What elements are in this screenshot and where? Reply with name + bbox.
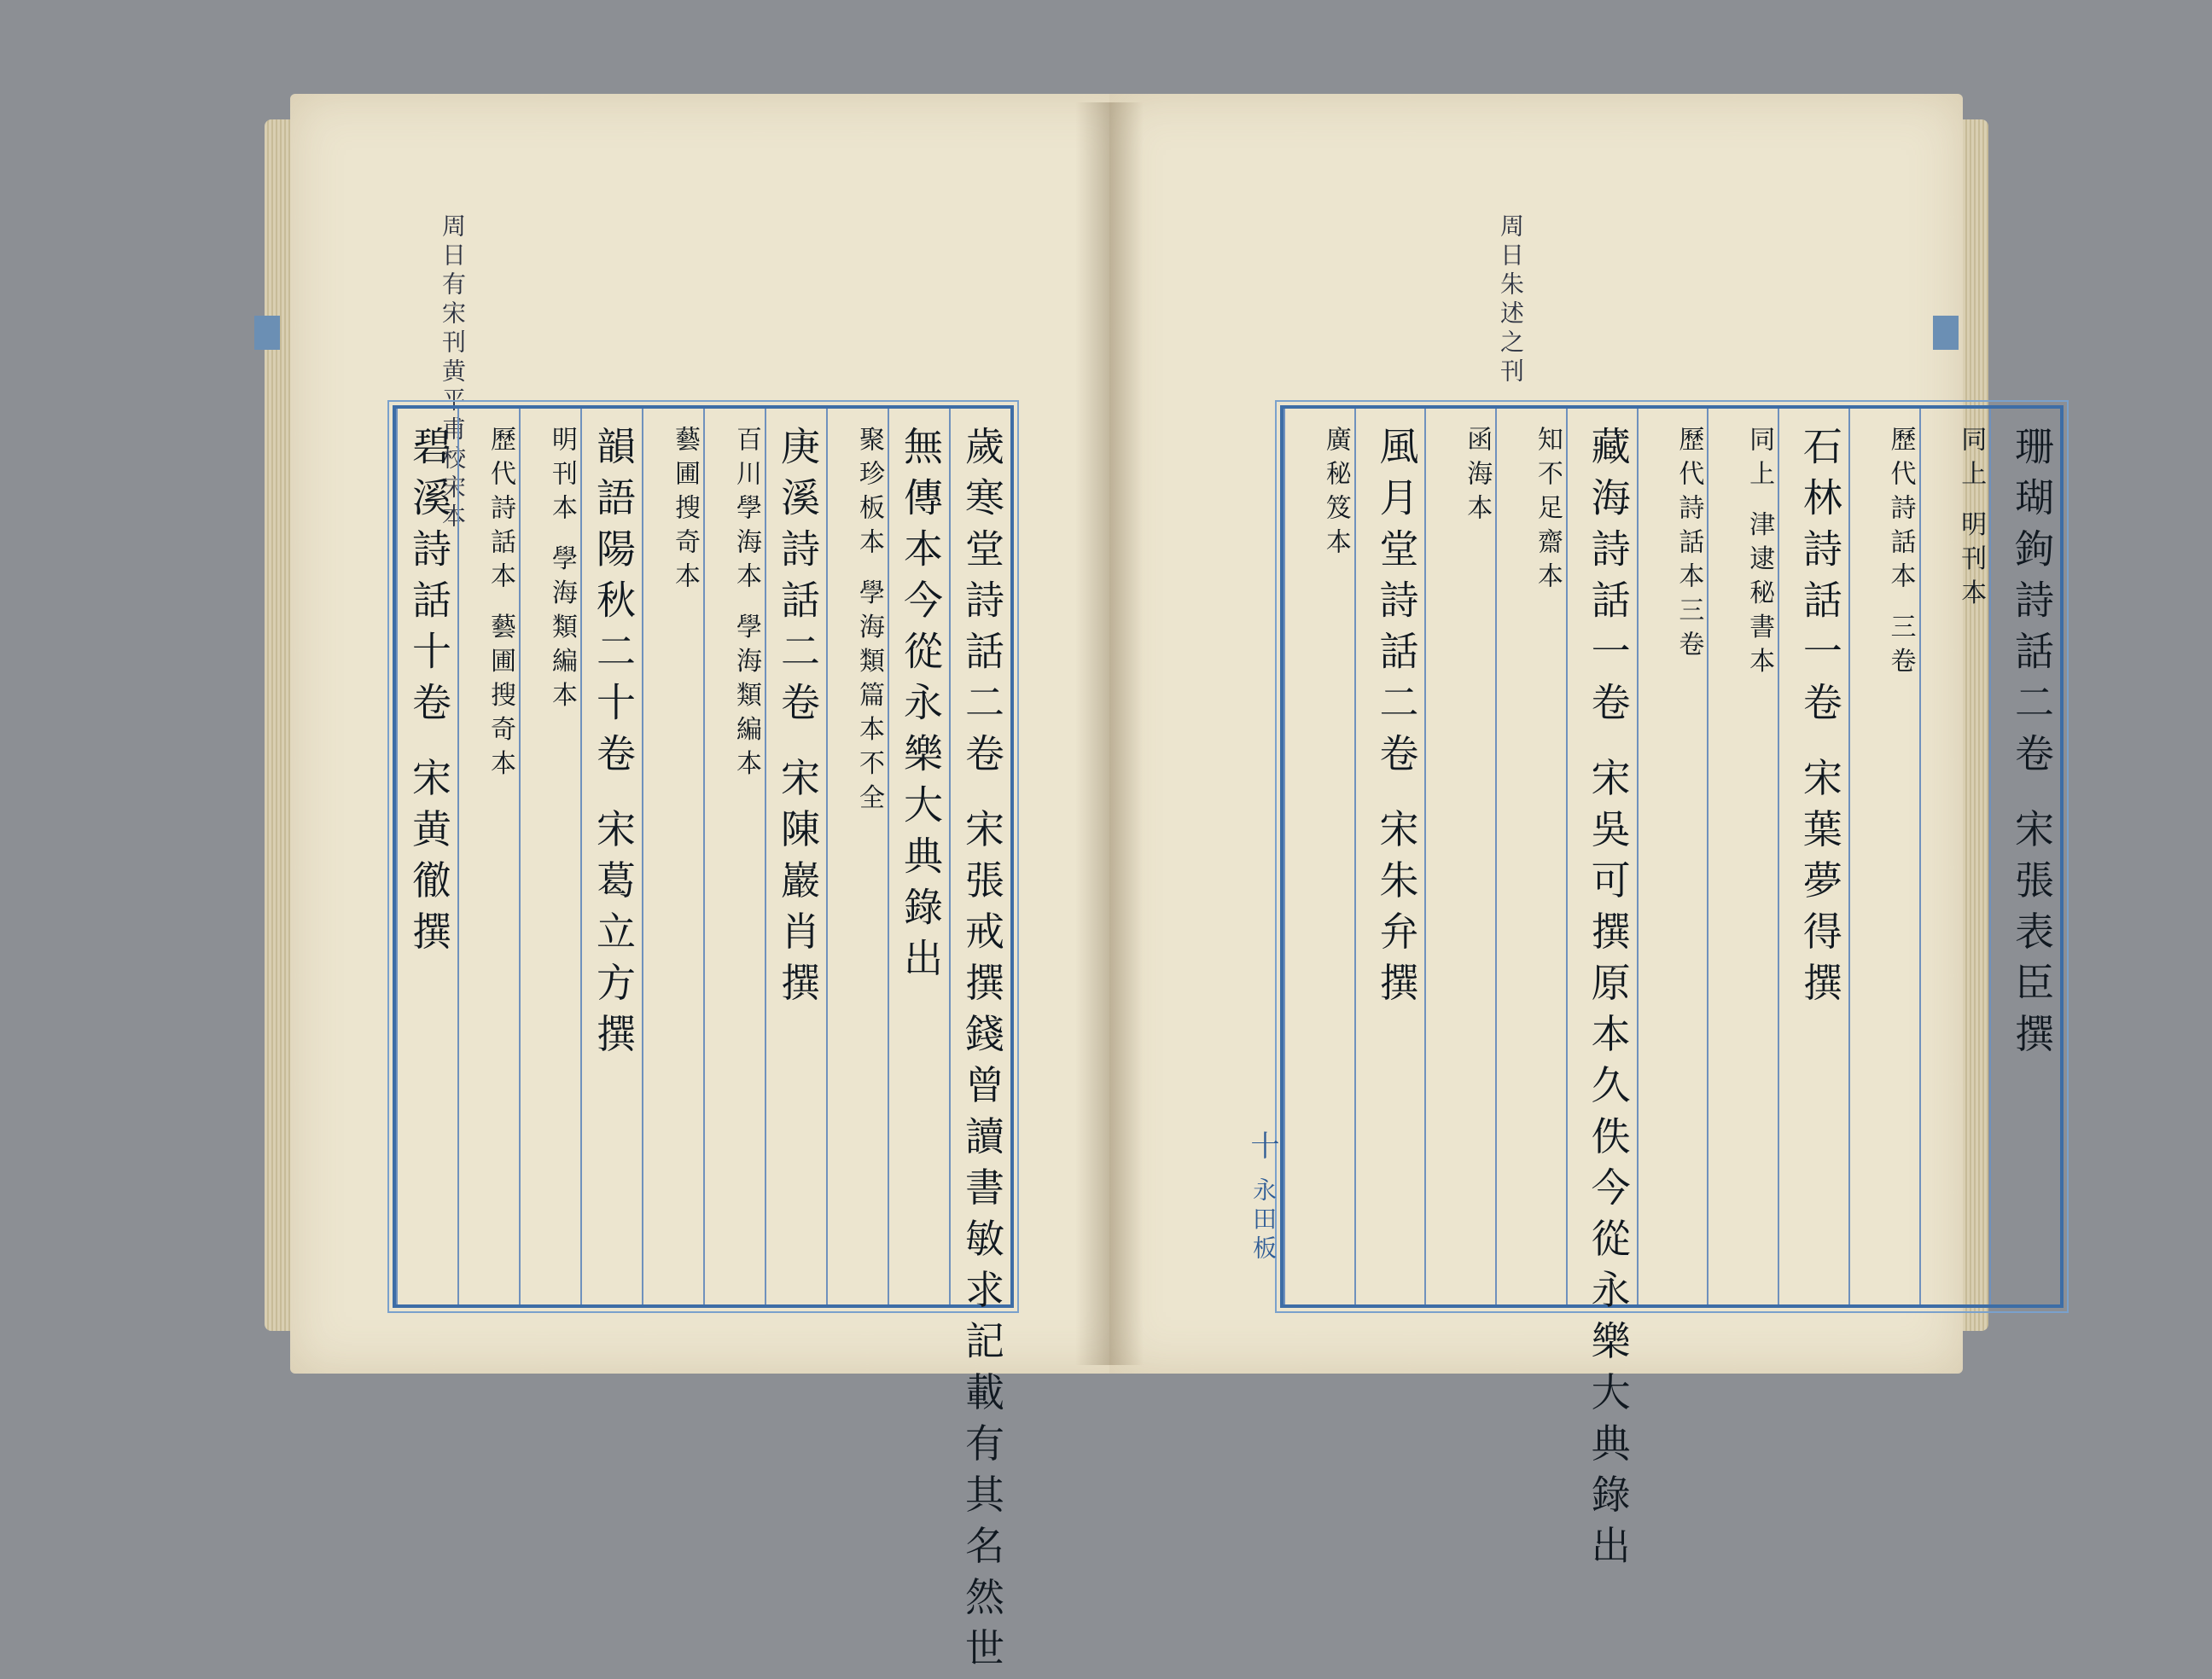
right_page-column-10: 廣秘笈本 — [1284, 409, 1354, 1304]
left_page-column-5: 藝圃搜奇本 — [642, 409, 703, 1304]
right-margin-note: 周日朱述之刊 — [1497, 213, 1525, 387]
right_page-column-5: 歷代詩話本三卷 — [1637, 409, 1708, 1304]
binding-tab — [1933, 316, 1959, 350]
left-text-frame — [393, 405, 1014, 1679]
right_page-column-9: 風月堂詩話二卷 宋朱弁撰 — [1354, 409, 1425, 1304]
left_page-column-4: 百川學海本 學海類編本 — [703, 409, 765, 1304]
left_page-column-8: 歷代詩話本 藝圃搜奇本 — [457, 409, 519, 1304]
left_page-column-1: 無傳本今從永樂大典錄出 — [888, 409, 949, 1304]
right_page-column-6: 藏海詩話一卷 宋吳可撰原本久佚今從永樂大典錄出 — [1566, 409, 1637, 1304]
right-text-frame — [1280, 405, 2064, 1577]
left-margin-note: 周日有宋刊黄平甫校宋本 — [439, 213, 467, 532]
right_page-column-0: 珊瑚鉤詩話二卷 宋張表臣撰 — [1989, 409, 2060, 1304]
left_page-column-9: 碧溪詩話十卷 宋黄徹撰 — [396, 409, 457, 1304]
left_page-column-6: 韻語陽秋二十卷 宋葛立方撰 — [580, 409, 642, 1304]
open-book — [256, 85, 2202, 1679]
right_page-column-4: 同上 津逮秘書本 — [1707, 409, 1778, 1304]
binding-tab — [254, 316, 280, 350]
left_page-column-2: 聚珍板本 學海類篇本不全 — [826, 409, 888, 1304]
right_page-column-1: 同上 明刊本 — [1919, 409, 1990, 1304]
right_page-column-2: 歷代詩話本 三卷 — [1848, 409, 1919, 1304]
publisher-stamp: 永田板 — [1249, 1177, 1278, 1264]
left_page-column-0: 歲寒堂詩話二卷 宋張戒撰錢曾讀書敏求記載有其名然世 — [949, 409, 1010, 1304]
book-gutter — [1075, 102, 1144, 1365]
right_page-column-7: 知不足齋本 — [1495, 409, 1566, 1304]
page-number: 十 — [1245, 1130, 1279, 1165]
left_page-column-3: 庚溪詩話二卷 宋陳巖肖撰 — [765, 409, 826, 1304]
right_page-column-8: 函海本 — [1424, 409, 1495, 1304]
right_page-column-3: 石林詩話一卷 宋葉夢得撰 — [1778, 409, 1848, 1304]
left_page-column-7: 明刊本 學海類編本 — [519, 409, 580, 1304]
